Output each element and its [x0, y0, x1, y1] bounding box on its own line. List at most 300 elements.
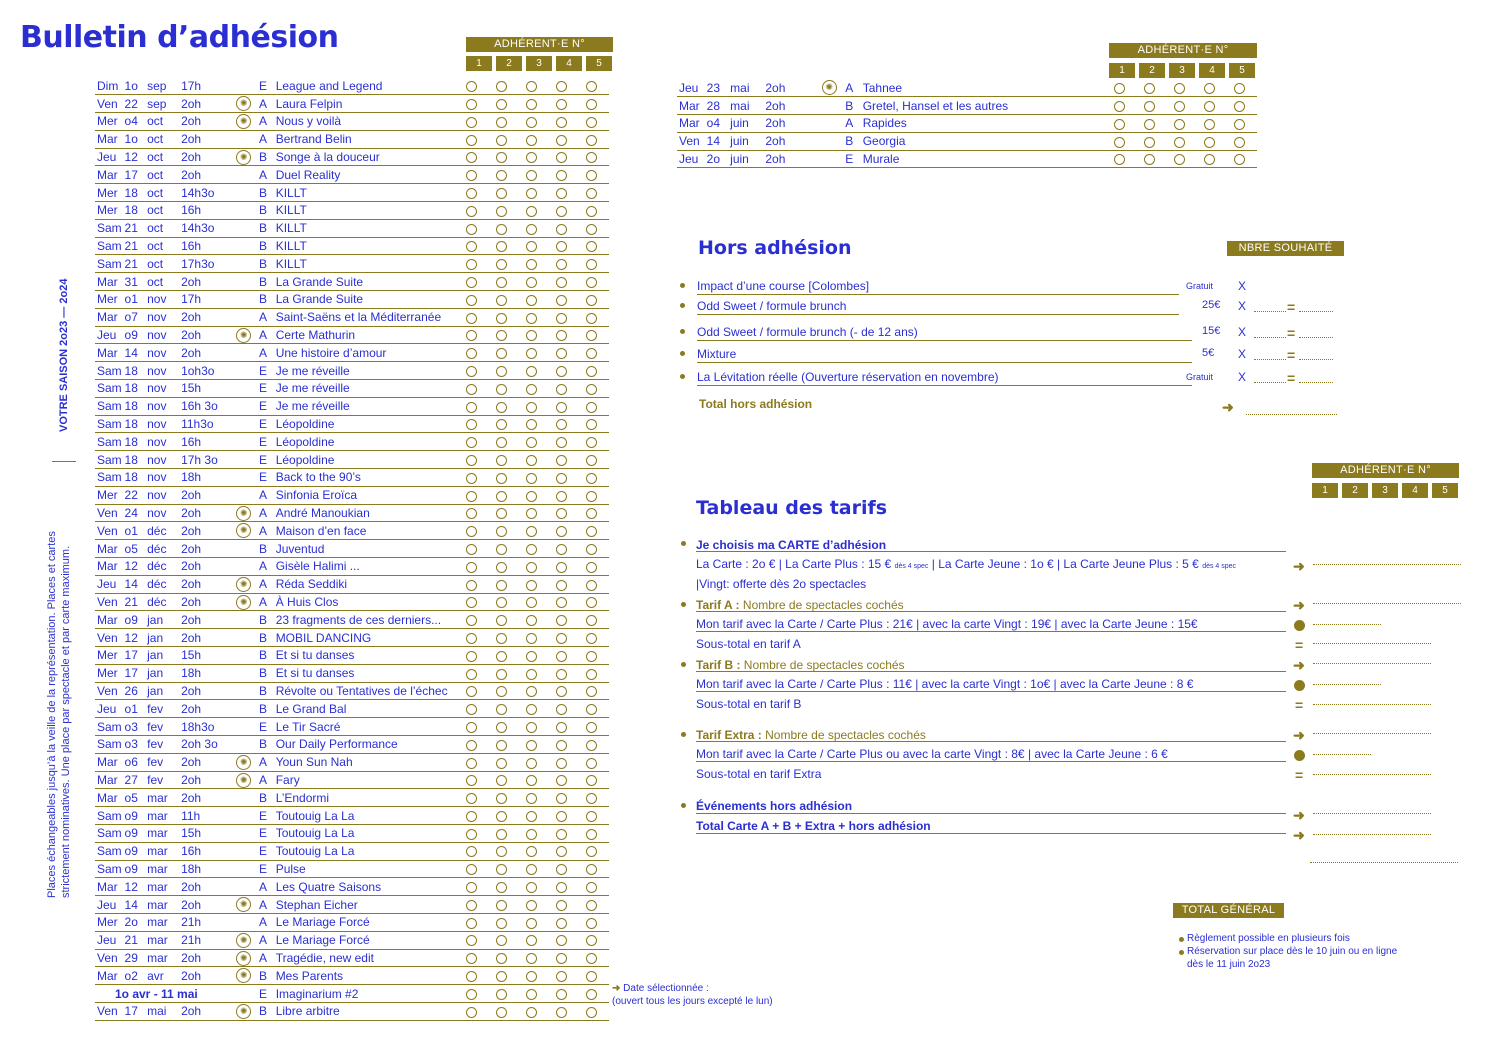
checkbox-circle[interactable]	[586, 81, 597, 92]
checkbox-circle[interactable]	[586, 170, 597, 181]
checkbox-circle[interactable]	[556, 935, 567, 946]
checkbox-circle[interactable]	[466, 473, 477, 484]
checkbox-circle[interactable]	[586, 633, 597, 644]
checkbox-circle[interactable]	[496, 135, 507, 146]
checkbox-circle[interactable]	[1204, 101, 1215, 112]
total-input[interactable]	[1299, 382, 1333, 383]
checkbox-circle[interactable]	[526, 953, 537, 964]
checkbox-circle[interactable]	[496, 580, 507, 591]
checkbox-circle[interactable]	[526, 188, 537, 199]
checkbox-circle[interactable]	[496, 277, 507, 288]
checkbox-circle[interactable]	[586, 295, 597, 306]
checkbox-circle[interactable]	[526, 846, 537, 857]
checkbox-circle[interactable]	[556, 313, 567, 324]
checkbox-circle[interactable]	[586, 188, 597, 199]
checkbox-circle[interactable]	[556, 277, 567, 288]
checkbox-circle[interactable]	[556, 473, 567, 484]
checkbox-circle[interactable]	[466, 562, 477, 573]
checkbox-circle[interactable]	[526, 170, 537, 181]
checkbox-circle[interactable]	[466, 402, 477, 413]
checkbox-circle[interactable]	[496, 864, 507, 875]
checkbox-circle[interactable]	[496, 491, 507, 502]
checkbox-circle[interactable]	[586, 455, 597, 466]
amount-input[interactable]	[1313, 754, 1371, 755]
checkbox-circle[interactable]	[496, 526, 507, 537]
checkbox-circle[interactable]	[526, 580, 537, 591]
checkbox-circle[interactable]	[526, 117, 537, 128]
checkbox-circle[interactable]	[556, 348, 567, 359]
checkbox-circle[interactable]	[586, 740, 597, 751]
checkbox-circle[interactable]	[526, 597, 537, 608]
checkbox-circle[interactable]	[496, 99, 507, 110]
checkbox-circle[interactable]	[586, 562, 597, 573]
checkbox-circle[interactable]	[556, 259, 567, 270]
checkbox-circle[interactable]	[466, 206, 477, 217]
checkbox-circle[interactable]	[586, 348, 597, 359]
checkbox-circle[interactable]	[1114, 154, 1125, 165]
checkbox-circle[interactable]	[466, 722, 477, 733]
checkbox-circle[interactable]	[496, 846, 507, 857]
checkbox-circle[interactable]	[526, 793, 537, 804]
checkbox-circle[interactable]	[496, 348, 507, 359]
checkbox-circle[interactable]	[586, 259, 597, 270]
checkbox-circle[interactable]	[586, 580, 597, 591]
checkbox-circle[interactable]	[586, 882, 597, 893]
checkbox-circle[interactable]	[556, 811, 567, 822]
checkbox-circle[interactable]	[526, 971, 537, 982]
checkbox-circle[interactable]	[556, 740, 567, 751]
checkbox-circle[interactable]	[586, 491, 597, 502]
checkbox-circle[interactable]	[586, 117, 597, 128]
checkbox-circle[interactable]	[496, 384, 507, 395]
checkbox-circle[interactable]	[526, 633, 537, 644]
checkbox-circle[interactable]	[526, 918, 537, 929]
checkbox-circle[interactable]	[496, 81, 507, 92]
checkbox-circle[interactable]	[526, 900, 537, 911]
checkbox-circle[interactable]	[466, 135, 477, 146]
checkbox-circle[interactable]	[556, 544, 567, 555]
checkbox-circle[interactable]	[496, 313, 507, 324]
checkbox-circle[interactable]	[586, 918, 597, 929]
checkbox-circle[interactable]	[466, 704, 477, 715]
checkbox-circle[interactable]	[496, 117, 507, 128]
checkbox-circle[interactable]	[496, 170, 507, 181]
checkbox-circle[interactable]	[466, 455, 477, 466]
checkbox-circle[interactable]	[496, 669, 507, 680]
checkbox-circle[interactable]	[466, 330, 477, 341]
checkbox-circle[interactable]	[556, 580, 567, 591]
checkbox-circle[interactable]	[526, 224, 537, 235]
checkbox-circle[interactable]	[586, 206, 597, 217]
checkbox-circle[interactable]	[556, 99, 567, 110]
checkbox-circle[interactable]	[466, 384, 477, 395]
checkbox-circle[interactable]	[556, 758, 567, 769]
checkbox-circle[interactable]	[556, 241, 567, 252]
checkbox-circle[interactable]	[586, 508, 597, 519]
checkbox-circle[interactable]	[466, 241, 477, 252]
checkbox-circle[interactable]	[496, 633, 507, 644]
checkbox-circle[interactable]	[466, 846, 477, 857]
checkbox-circle[interactable]	[526, 722, 537, 733]
checkbox-circle[interactable]	[526, 277, 537, 288]
checkbox-circle[interactable]	[586, 1007, 597, 1018]
checkbox-circle[interactable]	[586, 864, 597, 875]
checkbox-circle[interactable]	[1234, 119, 1245, 130]
checkbox-circle[interactable]	[526, 526, 537, 537]
amount-input[interactable]	[1313, 813, 1431, 814]
checkbox-circle[interactable]	[466, 633, 477, 644]
checkbox-circle[interactable]	[466, 526, 477, 537]
checkbox-circle[interactable]	[1234, 83, 1245, 94]
checkbox-circle[interactable]	[556, 224, 567, 235]
checkbox-circle[interactable]	[556, 864, 567, 875]
checkbox-circle[interactable]	[466, 615, 477, 626]
checkbox-circle[interactable]	[1234, 101, 1245, 112]
checkbox-circle[interactable]	[466, 775, 477, 786]
checkbox-circle[interactable]	[556, 704, 567, 715]
checkbox-circle[interactable]	[466, 935, 477, 946]
checkbox-circle[interactable]	[496, 758, 507, 769]
checkbox-circle[interactable]	[526, 99, 537, 110]
checkbox-circle[interactable]	[496, 900, 507, 911]
checkbox-circle[interactable]	[496, 722, 507, 733]
checkbox-circle[interactable]	[466, 793, 477, 804]
amount-input[interactable]	[1313, 564, 1461, 565]
checkbox-circle[interactable]	[496, 366, 507, 377]
checkbox-circle[interactable]	[1204, 154, 1215, 165]
checkbox-circle[interactable]	[466, 686, 477, 697]
checkbox-circle[interactable]	[556, 989, 567, 1000]
checkbox-circle[interactable]	[526, 437, 537, 448]
checkbox-circle[interactable]	[1204, 137, 1215, 148]
checkbox-circle[interactable]	[466, 491, 477, 502]
amount-input[interactable]	[1313, 663, 1431, 664]
checkbox-circle[interactable]	[496, 259, 507, 270]
checkbox-circle[interactable]	[496, 989, 507, 1000]
checkbox-circle[interactable]	[496, 152, 507, 163]
checkbox-circle[interactable]	[586, 989, 597, 1000]
checkbox-circle[interactable]	[496, 597, 507, 608]
checkbox-circle[interactable]	[526, 651, 537, 662]
checkbox-circle[interactable]	[586, 669, 597, 680]
checkbox-circle[interactable]	[556, 633, 567, 644]
checkbox-circle[interactable]	[526, 989, 537, 1000]
checkbox-circle[interactable]	[526, 882, 537, 893]
checkbox-circle[interactable]	[556, 295, 567, 306]
checkbox-circle[interactable]	[526, 295, 537, 306]
checkbox-circle[interactable]	[496, 686, 507, 697]
checkbox-circle[interactable]	[466, 313, 477, 324]
checkbox-circle[interactable]	[1144, 137, 1155, 148]
checkbox-circle[interactable]	[526, 669, 537, 680]
checkbox-circle[interactable]	[556, 437, 567, 448]
checkbox-circle[interactable]	[466, 953, 477, 964]
checkbox-circle[interactable]	[586, 651, 597, 662]
checkbox-circle[interactable]	[496, 882, 507, 893]
checkbox-circle[interactable]	[466, 758, 477, 769]
checkbox-circle[interactable]	[466, 366, 477, 377]
checkbox-circle[interactable]	[586, 615, 597, 626]
checkbox-circle[interactable]	[586, 846, 597, 857]
checkbox-circle[interactable]	[586, 402, 597, 413]
amount-input[interactable]	[1313, 624, 1381, 625]
checkbox-circle[interactable]	[1144, 154, 1155, 165]
amount-input[interactable]	[1313, 684, 1381, 685]
checkbox-circle[interactable]	[586, 152, 597, 163]
checkbox-circle[interactable]	[466, 829, 477, 840]
checkbox-circle[interactable]	[496, 971, 507, 982]
amount-input[interactable]	[1313, 603, 1461, 604]
checkbox-circle[interactable]	[466, 508, 477, 519]
checkbox-circle[interactable]	[556, 669, 567, 680]
checkbox-circle[interactable]	[586, 722, 597, 733]
checkbox-circle[interactable]	[526, 829, 537, 840]
checkbox-circle[interactable]	[526, 135, 537, 146]
amount-input[interactable]	[1313, 704, 1431, 705]
checkbox-circle[interactable]	[496, 455, 507, 466]
checkbox-circle[interactable]	[526, 330, 537, 341]
checkbox-circle[interactable]	[466, 170, 477, 181]
checkbox-circle[interactable]	[586, 775, 597, 786]
checkbox-circle[interactable]	[526, 206, 537, 217]
checkbox-circle[interactable]	[1114, 101, 1125, 112]
checkbox-circle[interactable]	[526, 758, 537, 769]
checkbox-circle[interactable]	[466, 224, 477, 235]
checkbox-circle[interactable]	[526, 935, 537, 946]
checkbox-circle[interactable]	[496, 330, 507, 341]
checkbox-circle[interactable]	[586, 241, 597, 252]
checkbox-circle[interactable]	[526, 384, 537, 395]
checkbox-circle[interactable]	[556, 384, 567, 395]
checkbox-circle[interactable]	[556, 366, 567, 377]
amount-input[interactable]	[1313, 733, 1431, 734]
checkbox-circle[interactable]	[496, 544, 507, 555]
checkbox-circle[interactable]	[556, 491, 567, 502]
checkbox-circle[interactable]	[556, 419, 567, 430]
checkbox-circle[interactable]	[526, 366, 537, 377]
checkbox-circle[interactable]	[586, 313, 597, 324]
checkbox-circle[interactable]	[1174, 83, 1185, 94]
checkbox-circle[interactable]	[466, 740, 477, 751]
checkbox-circle[interactable]	[496, 953, 507, 964]
checkbox-circle[interactable]	[466, 971, 477, 982]
checkbox-circle[interactable]	[1204, 119, 1215, 130]
checkbox-circle[interactable]	[586, 99, 597, 110]
checkbox-circle[interactable]	[1114, 137, 1125, 148]
checkbox-circle[interactable]	[496, 562, 507, 573]
checkbox-circle[interactable]	[526, 348, 537, 359]
checkbox-circle[interactable]	[496, 775, 507, 786]
checkbox-circle[interactable]	[466, 989, 477, 1000]
checkbox-circle[interactable]	[586, 900, 597, 911]
checkbox-circle[interactable]	[586, 437, 597, 448]
checkbox-circle[interactable]	[466, 99, 477, 110]
checkbox-circle[interactable]	[496, 473, 507, 484]
checkbox-circle[interactable]	[466, 651, 477, 662]
checkbox-circle[interactable]	[496, 1007, 507, 1018]
checkbox-circle[interactable]	[466, 117, 477, 128]
checkbox-circle[interactable]	[496, 188, 507, 199]
checkbox-circle[interactable]	[526, 1007, 537, 1018]
checkbox-circle[interactable]	[1234, 137, 1245, 148]
checkbox-circle[interactable]	[1234, 154, 1245, 165]
checkbox-circle[interactable]	[496, 508, 507, 519]
checkbox-circle[interactable]	[556, 562, 567, 573]
checkbox-circle[interactable]	[556, 882, 567, 893]
checkbox-circle[interactable]	[466, 152, 477, 163]
checkbox-circle[interactable]	[466, 918, 477, 929]
checkbox-circle[interactable]	[466, 259, 477, 270]
checkbox-circle[interactable]	[1114, 83, 1125, 94]
checkbox-circle[interactable]	[586, 224, 597, 235]
checkbox-circle[interactable]	[586, 704, 597, 715]
checkbox-circle[interactable]	[556, 722, 567, 733]
checkbox-circle[interactable]	[586, 953, 597, 964]
checkbox-circle[interactable]	[526, 615, 537, 626]
checkbox-circle[interactable]	[526, 740, 537, 751]
checkbox-circle[interactable]	[586, 419, 597, 430]
checkbox-circle[interactable]	[496, 829, 507, 840]
checkbox-circle[interactable]	[586, 971, 597, 982]
checkbox-circle[interactable]	[466, 348, 477, 359]
checkbox-circle[interactable]	[556, 508, 567, 519]
checkbox-circle[interactable]	[556, 1007, 567, 1018]
checkbox-circle[interactable]	[466, 295, 477, 306]
checkbox-circle[interactable]	[586, 526, 597, 537]
checkbox-circle[interactable]	[526, 491, 537, 502]
checkbox-circle[interactable]	[496, 651, 507, 662]
checkbox-circle[interactable]	[496, 295, 507, 306]
checkbox-circle[interactable]	[556, 900, 567, 911]
checkbox-circle[interactable]	[496, 740, 507, 751]
checkbox-circle[interactable]	[466, 882, 477, 893]
checkbox-circle[interactable]	[496, 793, 507, 804]
checkbox-circle[interactable]	[556, 615, 567, 626]
checkbox-circle[interactable]	[586, 686, 597, 697]
quantity-input[interactable]	[1254, 359, 1286, 360]
checkbox-circle[interactable]	[556, 953, 567, 964]
checkbox-circle[interactable]	[466, 597, 477, 608]
checkbox-circle[interactable]	[586, 544, 597, 555]
checkbox-circle[interactable]	[466, 188, 477, 199]
checkbox-circle[interactable]	[526, 864, 537, 875]
checkbox-circle[interactable]	[1174, 101, 1185, 112]
checkbox-circle[interactable]	[1174, 119, 1185, 130]
checkbox-circle[interactable]	[526, 455, 537, 466]
checkbox-circle[interactable]	[526, 313, 537, 324]
checkbox-circle[interactable]	[586, 935, 597, 946]
checkbox-circle[interactable]	[556, 526, 567, 537]
checkbox-circle[interactable]	[556, 829, 567, 840]
checkbox-circle[interactable]	[556, 152, 567, 163]
checkbox-circle[interactable]	[466, 864, 477, 875]
checkbox-circle[interactable]	[466, 544, 477, 555]
checkbox-circle[interactable]	[556, 651, 567, 662]
checkbox-circle[interactable]	[556, 597, 567, 608]
checkbox-circle[interactable]	[556, 117, 567, 128]
checkbox-circle[interactable]	[586, 793, 597, 804]
checkbox-circle[interactable]	[466, 81, 477, 92]
checkbox-circle[interactable]	[556, 455, 567, 466]
checkbox-circle[interactable]	[466, 669, 477, 680]
checkbox-circle[interactable]	[526, 704, 537, 715]
checkbox-circle[interactable]	[586, 597, 597, 608]
checkbox-circle[interactable]	[1144, 101, 1155, 112]
checkbox-circle[interactable]	[1144, 119, 1155, 130]
quantity-input[interactable]	[1254, 337, 1286, 338]
amount-input[interactable]	[1313, 643, 1431, 644]
checkbox-circle[interactable]	[526, 419, 537, 430]
checkbox-circle[interactable]	[556, 846, 567, 857]
checkbox-circle[interactable]	[466, 277, 477, 288]
checkbox-circle[interactable]	[556, 918, 567, 929]
checkbox-circle[interactable]	[526, 402, 537, 413]
checkbox-circle[interactable]	[466, 437, 477, 448]
checkbox-circle[interactable]	[1204, 83, 1215, 94]
checkbox-circle[interactable]	[586, 330, 597, 341]
checkbox-circle[interactable]	[496, 935, 507, 946]
checkbox-circle[interactable]	[496, 206, 507, 217]
checkbox-circle[interactable]	[526, 562, 537, 573]
checkbox-circle[interactable]	[466, 419, 477, 430]
checkbox-circle[interactable]	[586, 758, 597, 769]
checkbox-circle[interactable]	[586, 277, 597, 288]
checkbox-circle[interactable]	[556, 81, 567, 92]
checkbox-circle[interactable]	[586, 384, 597, 395]
checkbox-circle[interactable]	[586, 135, 597, 146]
checkbox-circle[interactable]	[466, 900, 477, 911]
checkbox-circle[interactable]	[496, 704, 507, 715]
checkbox-circle[interactable]	[526, 811, 537, 822]
checkbox-circle[interactable]	[556, 330, 567, 341]
checkbox-circle[interactable]	[556, 402, 567, 413]
checkbox-circle[interactable]	[496, 615, 507, 626]
grand-total-input[interactable]	[1310, 862, 1458, 863]
checkbox-circle[interactable]	[586, 829, 597, 840]
checkbox-circle[interactable]	[466, 580, 477, 591]
checkbox-circle[interactable]	[496, 437, 507, 448]
quantity-input[interactable]	[1254, 311, 1286, 312]
checkbox-circle[interactable]	[496, 918, 507, 929]
total-input[interactable]	[1299, 311, 1333, 312]
checkbox-circle[interactable]	[526, 259, 537, 270]
checkbox-circle[interactable]	[466, 811, 477, 822]
checkbox-circle[interactable]	[586, 473, 597, 484]
checkbox-circle[interactable]	[526, 686, 537, 697]
amount-input[interactable]	[1313, 834, 1431, 835]
checkbox-circle[interactable]	[526, 775, 537, 786]
checkbox-circle[interactable]	[1144, 83, 1155, 94]
checkbox-circle[interactable]	[496, 419, 507, 430]
checkbox-circle[interactable]	[466, 1007, 477, 1018]
checkbox-circle[interactable]	[526, 241, 537, 252]
checkbox-circle[interactable]	[526, 152, 537, 163]
quantity-input[interactable]	[1254, 382, 1286, 383]
checkbox-circle[interactable]	[556, 775, 567, 786]
checkbox-circle[interactable]	[586, 366, 597, 377]
total-input[interactable]	[1299, 359, 1333, 360]
checkbox-circle[interactable]	[586, 811, 597, 822]
checkbox-circle[interactable]	[556, 206, 567, 217]
total-input[interactable]	[1299, 337, 1333, 338]
checkbox-circle[interactable]	[556, 135, 567, 146]
checkbox-circle[interactable]	[556, 170, 567, 181]
checkbox-circle[interactable]	[1174, 154, 1185, 165]
checkbox-circle[interactable]	[496, 241, 507, 252]
checkbox-circle[interactable]	[526, 81, 537, 92]
checkbox-circle[interactable]	[496, 811, 507, 822]
checkbox-circle[interactable]	[496, 224, 507, 235]
